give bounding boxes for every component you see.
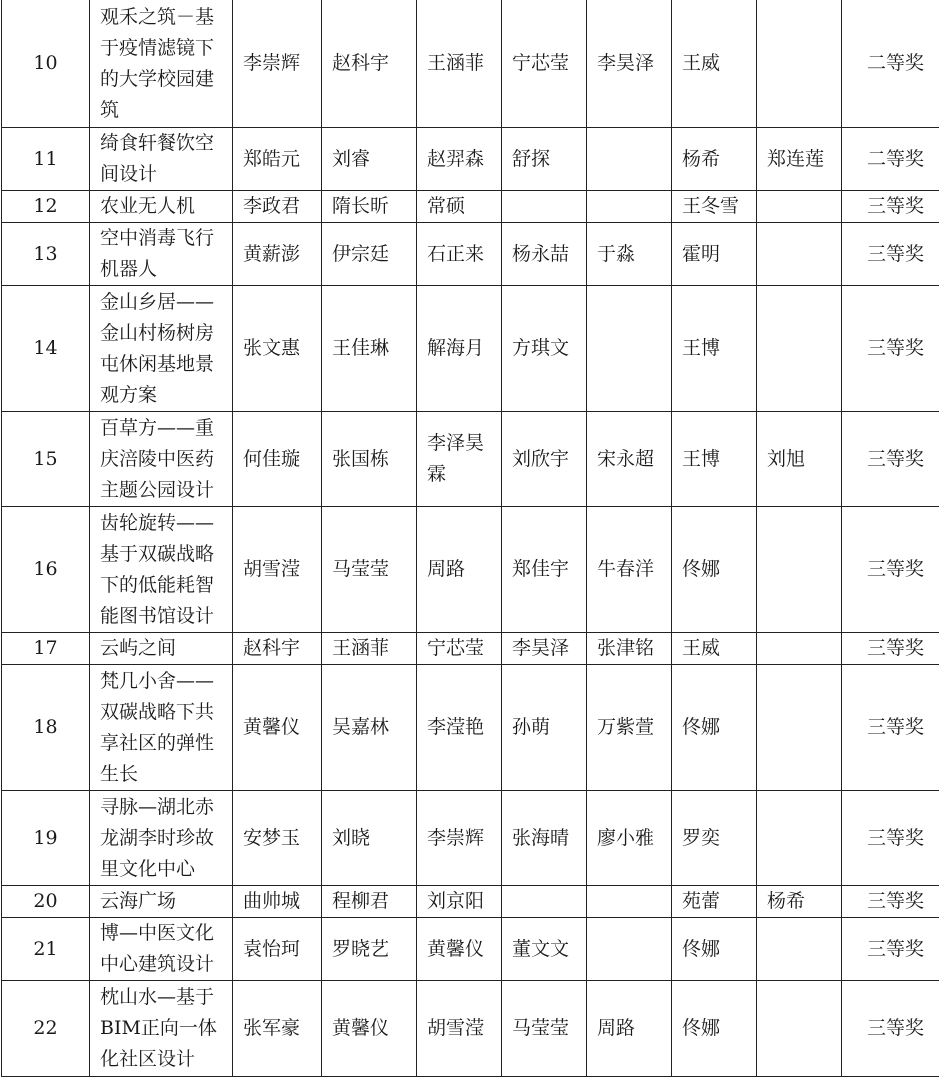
- row-number: 16: [2, 507, 90, 633]
- member-1: 袁怡珂: [233, 918, 322, 981]
- table-row: [2, 0, 939, 128]
- member-1: 李政君: [233, 191, 322, 223]
- award-level: 二等奖: [842, 128, 939, 191]
- member-3: 刘京阳: [417, 886, 502, 918]
- advisor-2: [757, 665, 842, 791]
- member-1: 安梦玉: [233, 791, 322, 886]
- member-1: 赵科宇: [233, 633, 322, 665]
- advisor-1: 王威: [672, 0, 757, 128]
- project-name: 寻脉—湖北赤龙湖李时珍故里文化中心: [90, 791, 233, 886]
- project-name: 绮食轩餐饮空间设计: [90, 128, 233, 191]
- advisor-2: 郑连莲: [757, 128, 842, 191]
- member-4: 郑佳宇: [502, 507, 587, 633]
- award-level: 三等奖: [842, 223, 939, 286]
- member-2: 隋长昕: [322, 191, 417, 223]
- project-name: 云屿之间: [90, 633, 233, 665]
- project-name: 农业无人机: [90, 191, 233, 223]
- advisor-1: 罗奕: [672, 791, 757, 886]
- member-3: 胡雪滢: [417, 981, 502, 1077]
- member-4: 张海晴: [502, 791, 587, 886]
- advisor-1: 苑蕾: [672, 886, 757, 918]
- award-level: 三等奖: [842, 412, 939, 507]
- member-3: 石正来: [417, 223, 502, 286]
- advisor-1: 佟娜: [672, 918, 757, 981]
- member-1: 黄薪澎: [233, 223, 322, 286]
- member-4: 杨永喆: [502, 223, 587, 286]
- table-row: [2, 633, 939, 665]
- member-5: 宋永超: [587, 412, 672, 507]
- member-1: 李崇辉: [233, 0, 322, 128]
- award-level: 二等奖: [842, 0, 939, 128]
- advisor-1: 王博: [672, 286, 757, 412]
- advisor-2: [757, 633, 842, 665]
- row-number: 12: [2, 191, 90, 223]
- row-number: 15: [2, 412, 90, 507]
- member-2: 王佳琳: [322, 286, 417, 412]
- advisor-2: [757, 191, 842, 223]
- member-2: 刘晓: [322, 791, 417, 886]
- table-row: [2, 886, 939, 918]
- member-1: 张军豪: [233, 981, 322, 1077]
- project-name: 空中消毒飞行机器人: [90, 223, 233, 286]
- award-level: 三等奖: [842, 665, 939, 791]
- member-5: 张津铭: [587, 633, 672, 665]
- table-row: [2, 223, 939, 286]
- member-3: 李崇辉: [417, 791, 502, 886]
- member-4: 马莹莹: [502, 981, 587, 1077]
- advisor-2: [757, 286, 842, 412]
- member-5: [587, 918, 672, 981]
- award-level: 三等奖: [842, 981, 939, 1077]
- member-1: 张文惠: [233, 286, 322, 412]
- advisor-1: 佟娜: [672, 507, 757, 633]
- member-3: 宁芯莹: [417, 633, 502, 665]
- award-level: 三等奖: [842, 633, 939, 665]
- award-level: 三等奖: [842, 918, 939, 981]
- table-row: [2, 191, 939, 223]
- member-3: 解海月: [417, 286, 502, 412]
- member-4: [502, 886, 587, 918]
- project-name: 观禾之筑－基于疫情滤镜下的大学校园建筑: [90, 0, 233, 128]
- member-5: 廖小雅: [587, 791, 672, 886]
- table-row: [2, 791, 939, 886]
- award-level: 三等奖: [842, 791, 939, 886]
- advisor-2: 刘旭: [757, 412, 842, 507]
- member-3: 赵羿森: [417, 128, 502, 191]
- member-2: 王涵菲: [322, 633, 417, 665]
- row-number: 11: [2, 128, 90, 191]
- award-level: 三等奖: [842, 507, 939, 633]
- member-5: 李昊泽: [587, 0, 672, 128]
- award-level: 三等奖: [842, 286, 939, 412]
- member-3: 周路: [417, 507, 502, 633]
- member-5: [587, 128, 672, 191]
- advisor-2: 杨希: [757, 886, 842, 918]
- row-number: 14: [2, 286, 90, 412]
- member-4: 宁芯莹: [502, 0, 587, 128]
- advisor-2: [757, 223, 842, 286]
- member-3: 李滢艳: [417, 665, 502, 791]
- member-4: 董文文: [502, 918, 587, 981]
- advisor-2: [757, 0, 842, 128]
- table-row: [2, 981, 939, 1077]
- advisor-1: 杨希: [672, 128, 757, 191]
- project-name: 百草方——重庆涪陵中医药主题公园设计: [90, 412, 233, 507]
- project-name: 云海广场: [90, 886, 233, 918]
- member-2: 吴嘉林: [322, 665, 417, 791]
- member-4: [502, 191, 587, 223]
- advisor-2: [757, 791, 842, 886]
- advisor-1: 王威: [672, 633, 757, 665]
- row-number: 18: [2, 665, 90, 791]
- table-row: [2, 665, 939, 791]
- member-3: 黄馨仪: [417, 918, 502, 981]
- member-5: [587, 886, 672, 918]
- member-1: 胡雪滢: [233, 507, 322, 633]
- member-1: 郑皓元: [233, 128, 322, 191]
- award-level: 三等奖: [842, 886, 939, 918]
- member-1: 曲帅城: [233, 886, 322, 918]
- table-row: [2, 507, 939, 633]
- advisor-1: 佟娜: [672, 981, 757, 1077]
- project-name: 齿轮旋转——基于双碳战略下的低能耗智能图书馆设计: [90, 507, 233, 633]
- row-number: 13: [2, 223, 90, 286]
- member-5: 牛春洋: [587, 507, 672, 633]
- table-row: [2, 412, 939, 507]
- member-2: 程柳君: [322, 886, 417, 918]
- member-5: [587, 286, 672, 412]
- member-2: 罗晓艺: [322, 918, 417, 981]
- row-number: 17: [2, 633, 90, 665]
- member-5: 万紫萱: [587, 665, 672, 791]
- member-5: 周路: [587, 981, 672, 1077]
- table-row: [2, 918, 939, 981]
- member-3: 王涵菲: [417, 0, 502, 128]
- advisor-2: [757, 918, 842, 981]
- member-4: 李昊泽: [502, 633, 587, 665]
- row-number: 19: [2, 791, 90, 886]
- advisor-1: 霍明: [672, 223, 757, 286]
- member-5: [587, 191, 672, 223]
- member-1: 黄馨仪: [233, 665, 322, 791]
- row-number: 22: [2, 981, 90, 1077]
- member-1: 何佳璇: [233, 412, 322, 507]
- member-2: 赵科宇: [322, 0, 417, 128]
- row-number: 10: [2, 0, 90, 128]
- member-2: 黄馨仪: [322, 981, 417, 1077]
- project-name: 博—中医文化中心建筑设计: [90, 918, 233, 981]
- award-table: [1, 0, 939, 1077]
- row-number: 20: [2, 886, 90, 918]
- member-4: 舒探: [502, 128, 587, 191]
- project-name: 梵几小舍——双碳战略下共享社区的弹性生长: [90, 665, 233, 791]
- member-5: 于淼: [587, 223, 672, 286]
- project-name: 枕山水—基于BIM正向一体化社区设计: [90, 981, 233, 1077]
- table-row: [2, 286, 939, 412]
- advisor-1: 王冬雪: [672, 191, 757, 223]
- advisor-1: 王博: [672, 412, 757, 507]
- member-4: 刘欣宇: [502, 412, 587, 507]
- advisor-2: [757, 507, 842, 633]
- member-2: 张国栋: [322, 412, 417, 507]
- advisor-2: [757, 981, 842, 1077]
- advisor-1: 佟娜: [672, 665, 757, 791]
- member-2: 刘睿: [322, 128, 417, 191]
- award-level: 三等奖: [842, 191, 939, 223]
- member-4: 孙萌: [502, 665, 587, 791]
- member-2: 马莹莹: [322, 507, 417, 633]
- member-2: 伊宗廷: [322, 223, 417, 286]
- project-name: 金山乡居——金山村杨树房屯休闲基地景观方案: [90, 286, 233, 412]
- member-3: 李泽昊霖: [417, 412, 502, 507]
- row-number: 21: [2, 918, 90, 981]
- member-3: 常硕: [417, 191, 502, 223]
- member-4: 方琪文: [502, 286, 587, 412]
- table-row: [2, 128, 939, 191]
